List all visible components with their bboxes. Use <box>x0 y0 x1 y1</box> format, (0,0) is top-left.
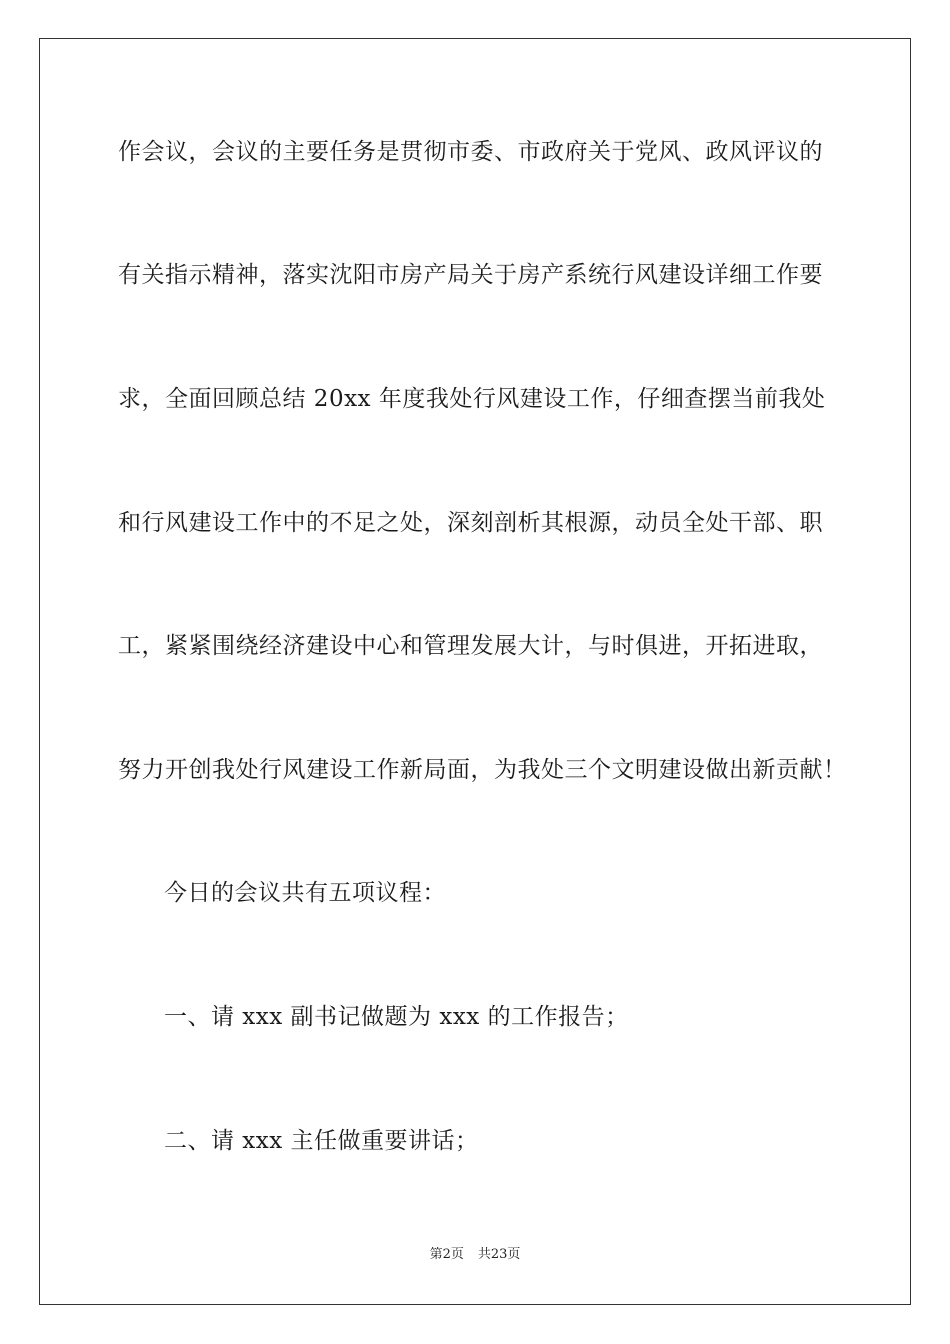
paragraph-line: 作会议，会议的主要任务是贯彻市委、市政府关于党风、政风评议的 <box>118 139 823 165</box>
agenda-intro: 今日的会议共有五项议程： <box>164 880 446 906</box>
paragraph-line: 和行风建设工作中的不足之处，深刻剖析其根源，动员全处干部、职 <box>118 510 823 536</box>
page-total: 共23页 <box>477 1247 521 1262</box>
paragraph-line: 工，紧紧围绕经济建设中心和管理发展大计，与时俱进，开拓进取， <box>118 633 823 659</box>
paragraph-line: 求，全面回顾总结 20xx 年度我处行风建设工作，仔细查摆当前我处 <box>118 386 826 412</box>
page-number: 第2页 <box>429 1247 464 1262</box>
agenda-item: 二、请 xxx 主任做重要讲话； <box>164 1128 479 1154</box>
page-frame <box>39 38 911 1305</box>
page-footer <box>0 1246 950 1264</box>
paragraph-line: 有关指示精神，落实沈阳市房产局关于房产系统行风建设详细工作要 <box>118 262 823 288</box>
paragraph-line: 努力开创我处行风建设工作新局面，为我处三个文明建设做出新贡献！ <box>118 757 847 783</box>
agenda-item: 一、请 xxx 副书记做题为 xxx 的工作报告； <box>164 1004 629 1030</box>
